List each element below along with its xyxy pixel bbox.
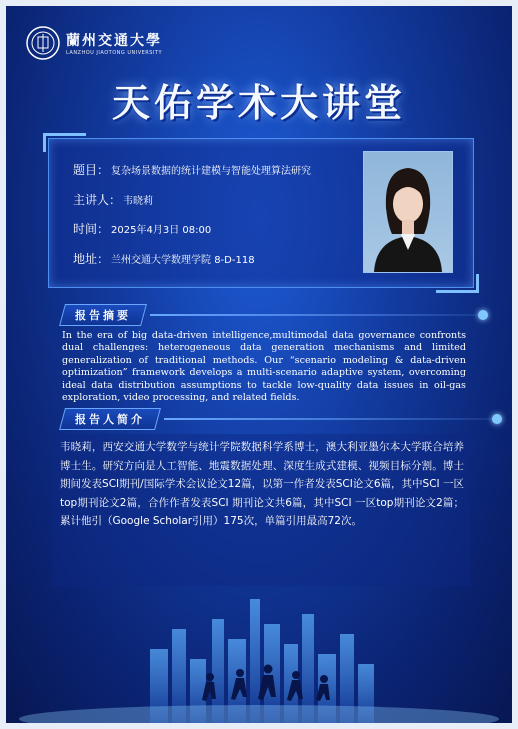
location-label: 地址： <box>73 252 110 266</box>
speaker-photo <box>363 151 453 273</box>
divider <box>164 418 494 420</box>
time-label: 时间： <box>73 222 110 236</box>
speaker-row <box>73 191 153 208</box>
topic-label: 题目： <box>73 163 110 177</box>
speaker-label: 主讲人： <box>73 193 122 207</box>
bio-section-title: 报告人简介 <box>75 413 145 426</box>
logo-chinese-name: 蘭州交通大學 <box>66 33 162 49</box>
location-row <box>73 250 255 267</box>
lecture-info-panel <box>48 138 474 288</box>
bio-section-header <box>62 408 494 430</box>
city-skyline-runners-icon <box>0 579 518 729</box>
topic-value: 复杂场景数据的统计建模与智能处理算法研究 <box>111 166 312 177</box>
time-row <box>73 220 211 237</box>
speaker-portrait-icon <box>364 152 452 272</box>
topic-row <box>73 161 311 178</box>
speaker-value: 韦晓莉 <box>123 196 154 207</box>
abstract-section-header <box>62 304 480 326</box>
university-seal-icon <box>26 26 60 60</box>
glow-dot-icon <box>478 310 488 320</box>
abstract-section-title: 报告摘要 <box>75 309 131 322</box>
abstract-text: In the era of big data-driven intelligence,multimodal data governance confronts dual challenges: heterogeneous data generation mechanisms and limited generalization of traditional methods. Our “scenario modeling & data-driven optimization” framework develops a multi-scenario adaptive system, overcoming ideal data distribution assumptions to tackle low-quality data issues in oil-gas exploration, video processing, and related fields. <box>62 330 466 404</box>
poster-title: 天佑学术大讲堂 <box>111 81 406 125</box>
logo-english-name: LANZHOU JIAOTONG UNIVERSITY <box>66 50 163 56</box>
glow-dot-icon <box>492 414 502 424</box>
university-logo <box>26 26 162 60</box>
time-value: 2025年4月3日 08:00 <box>111 225 212 236</box>
location-value: 兰州交通大学数理学院 8-D-118 <box>111 255 255 266</box>
divider <box>150 314 480 316</box>
speaker-bio-text: 韦晓莉，西安交通大学数学与统计学院数据科学系博士，澳大利亚墨尔本大学联合培养博士生。研究方向是人工智能、地震数据处理、深度生成式建模、视频目标分割。博士期间发表SCI期刊/国际学术会议论文12篇，以第一作者发表SCI论文6篇，其中SCI 一区top期刊论文2篇，合作作者发表SCI 期刊论文共6篇，其中SCI 一区top期刊论文2篇；累计他引（Google Scholar引用）175次，单篇引用最高72次。 <box>60 441 464 527</box>
